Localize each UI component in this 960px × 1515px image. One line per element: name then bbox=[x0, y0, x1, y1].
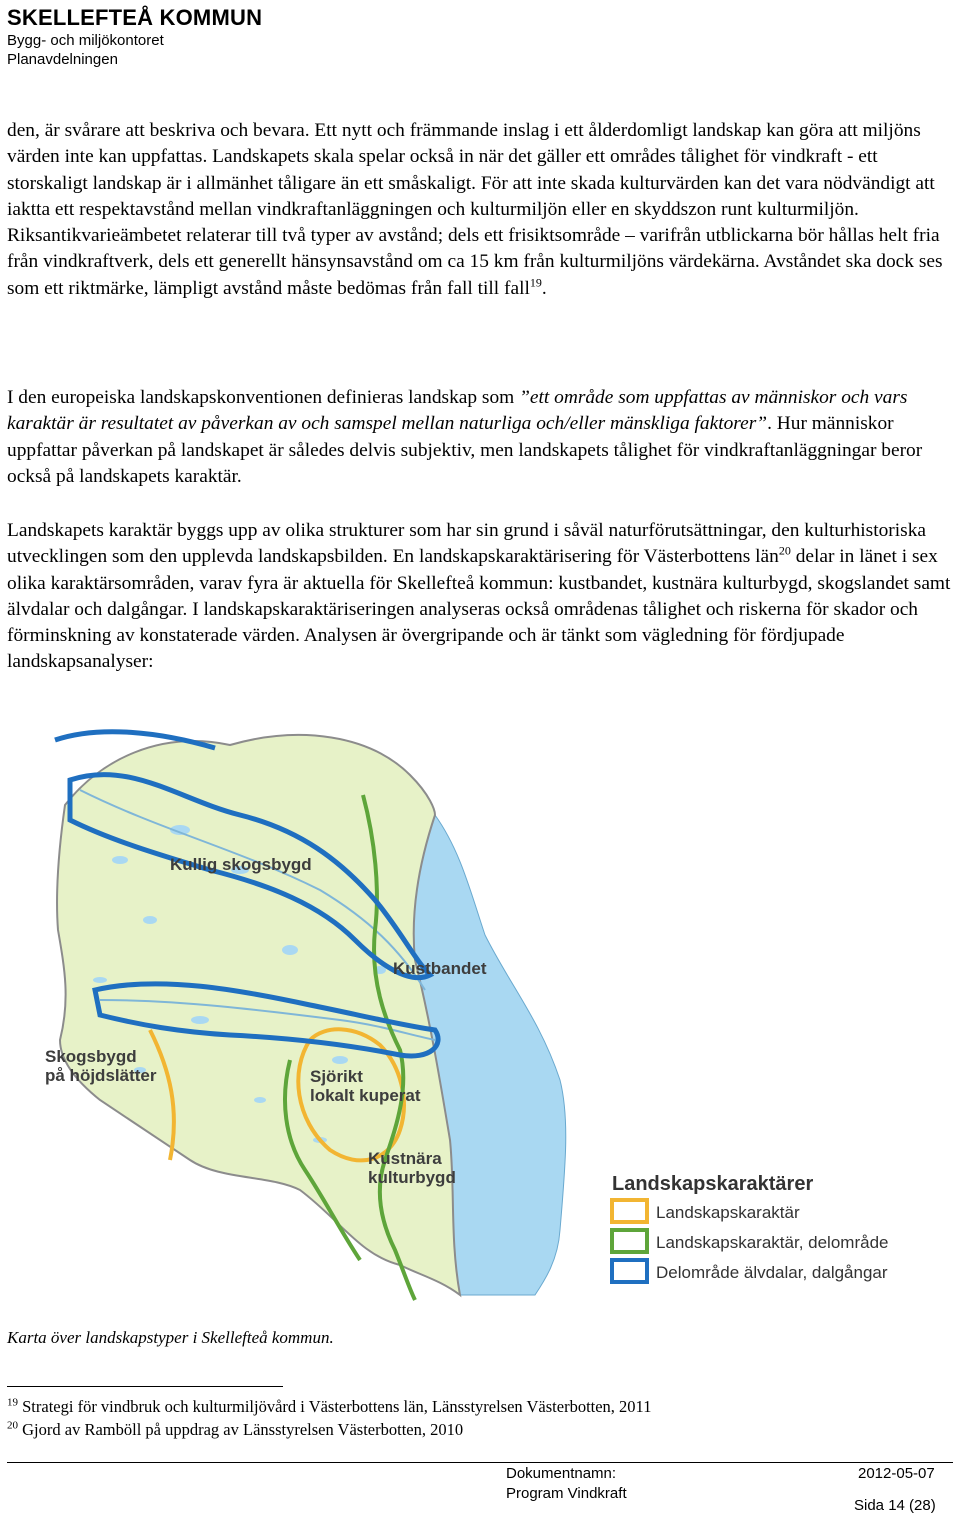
label-kustnara-1: Kustnära bbox=[368, 1149, 442, 1168]
legend-swatch-green bbox=[612, 1230, 647, 1252]
footnote-divider bbox=[7, 1386, 283, 1387]
legend-swatch-blue bbox=[612, 1260, 647, 1282]
map-caption: Karta över landskapstyper i Skellefteå kommun. bbox=[7, 1328, 334, 1347]
landscape-map bbox=[40, 720, 940, 1310]
label-sjorikt-2: lokalt kuperat bbox=[310, 1086, 421, 1105]
legend-label-3: Delområde älvdalar, dalgångar bbox=[656, 1263, 888, 1282]
legend-swatch-yellow bbox=[612, 1200, 647, 1222]
label-kullig-skogsbygd: Kullig skogsbygd bbox=[170, 855, 312, 874]
label-skogsbygd-1: Skogsbygd bbox=[45, 1047, 137, 1066]
legend-label-2: Landskapskaraktär, delområde bbox=[656, 1233, 889, 1252]
organization-name: SKELLEFTEÅ KOMMUN bbox=[7, 5, 263, 30]
office-name: Bygg- och miljökontoret bbox=[7, 32, 164, 49]
footnote-19: $^{19}$ Strategi för vindbruk och kulturmiljövård i Västerbottens län, Länsstyrelsen Västerbotten, 2011 bbox=[7, 1396, 652, 1416]
legend-label-1: Landskapskaraktär bbox=[656, 1203, 800, 1222]
label-kustbandet: Kustbandet bbox=[393, 959, 487, 978]
label-skogsbygd-2: på höjdslätter bbox=[45, 1066, 157, 1085]
paragraph-2: I den europeiska landskapskonventionen definieras landskap som ”ett område som uppfattas av människor och vars karaktär är resultatet av påverkan av och samspel mellan naturliga och/eller mänskliga faktorer”. Hur människor uppfattar påverkan på landskapet är således delvis subjektiv, men landskapets tålighet för vindkraftanläggningar beror också på landskapets karaktär. bbox=[7, 387, 923, 487]
footnote-ref-20[interactable]: 20 bbox=[778, 543, 791, 558]
department-name: Planavdelningen bbox=[7, 51, 118, 68]
paragraph-1: den, är svårare att beskriva och bevara. Ett nytt och främmande inslag i ett ålderdomligt landskap kan göra att miljöns värden inte kan uppfattas. Landskapets skala spelar också in när det gäller ett områdes tålighet för vindkraft - ett storskaligt landskap är i allmänhet tåligare än ett småskaligt. För att inte skada kulturvärden kan det vara nödvändigt att iaktta ett respektavstånd mellan vindkraftanläggningen och kulturmiljön eller en skyddszon runt kulturmiljön. Riksantikvarieämbetet relaterar till två typer av avstånd; dels ett frisiktsområde – varifrån utblickarna bör hållas helt fria från vindkraftverk, dels ett generellt hänsynsavstånd om ca 15 km från kulturmiljöns värdekärna. Avståndet ska dock ses som ett riktmärke, lämpligt avstånd måste bedömas från fall till fall$^{19}$. bbox=[7, 120, 943, 299]
footer-divider bbox=[7, 1462, 953, 1463]
paragraph-3: Landskapets karaktär byggs upp av olika strukturer som har sin grund i såväl naturförutsättningar, den kulturhistoriska utvecklingen som den upplevda landskapsbilden. En landskapskaraktärisering för Västerbottens län$^{20}$ delar in länet i sex olika karaktärsområden, varav fyra är aktuella för Skellefteå kommun: kustbandet, kustnära kulturbygd, skogslandet samt älvdalar och dalgångar. I landskapskaraktäriseringen analyseras också områdenas tålighet och riskerna för skador och förminskning av konstaterade värden. Analysen är övergripande och är tänkt som vägledning för fördjupade landskapsanalyser: bbox=[7, 520, 951, 673]
convention-quote: ”ett område som uppfattas av människor och vars karaktär är resultatet av påverkan av och samspel mellan naturliga och/eller mänskliga faktorer” bbox=[7, 387, 908, 435]
page-number: Sida 14 (28) bbox=[854, 1497, 936, 1514]
document-name-label: Dokumentnamn: bbox=[506, 1465, 617, 1482]
footnote-ref-19[interactable]: 19 bbox=[529, 275, 542, 290]
label-kustnara-2: kulturbygd bbox=[368, 1168, 456, 1187]
footnote-20: $^{20}$ Gjord av Ramböll på uppdrag av Länsstyrelsen Västerbotten, 2010 bbox=[7, 1419, 464, 1439]
label-sjorikt-1: Sjörikt bbox=[310, 1067, 363, 1086]
legend-title: Landskapskaraktärer bbox=[612, 1173, 814, 1195]
paragraph-1-text: den, är svårare att beskriva och bevara. Ett nytt och främmande inslag i ett ålderdomligt landskap kan göra att miljöns värden inte kan uppfattas. Landskapets skala spelar också in när det gäller ett områdes tålighet för vindkraft - ett storskaligt landskap är i allmänhet tåligare än ett småskaligt. För att inte skada kulturvärden kan det vara nödvändigt att iaktta ett respektavstånd mellan vindkraftanläggningen och kulturmiljön eller en skyddszon runt kulturmiljön. Riksantikvarieämbetet relaterar till två typer av avstånd; dels ett frisiktsområde – varifrån utblickarna bör hållas helt fria från vindkraftverk, dels ett generellt hänsynsavstånd om ca 15 km från kulturmiljöns värdekärna. Avståndet ska dock ses som ett riktmärke, lämpligt avstånd måste bedömas från fall till fall bbox=[7, 120, 943, 299]
page-header bbox=[7, 5, 262, 69]
document-name-value: Program Vindkraft bbox=[506, 1485, 627, 1502]
document-date: 2012-05-07 bbox=[858, 1465, 935, 1482]
